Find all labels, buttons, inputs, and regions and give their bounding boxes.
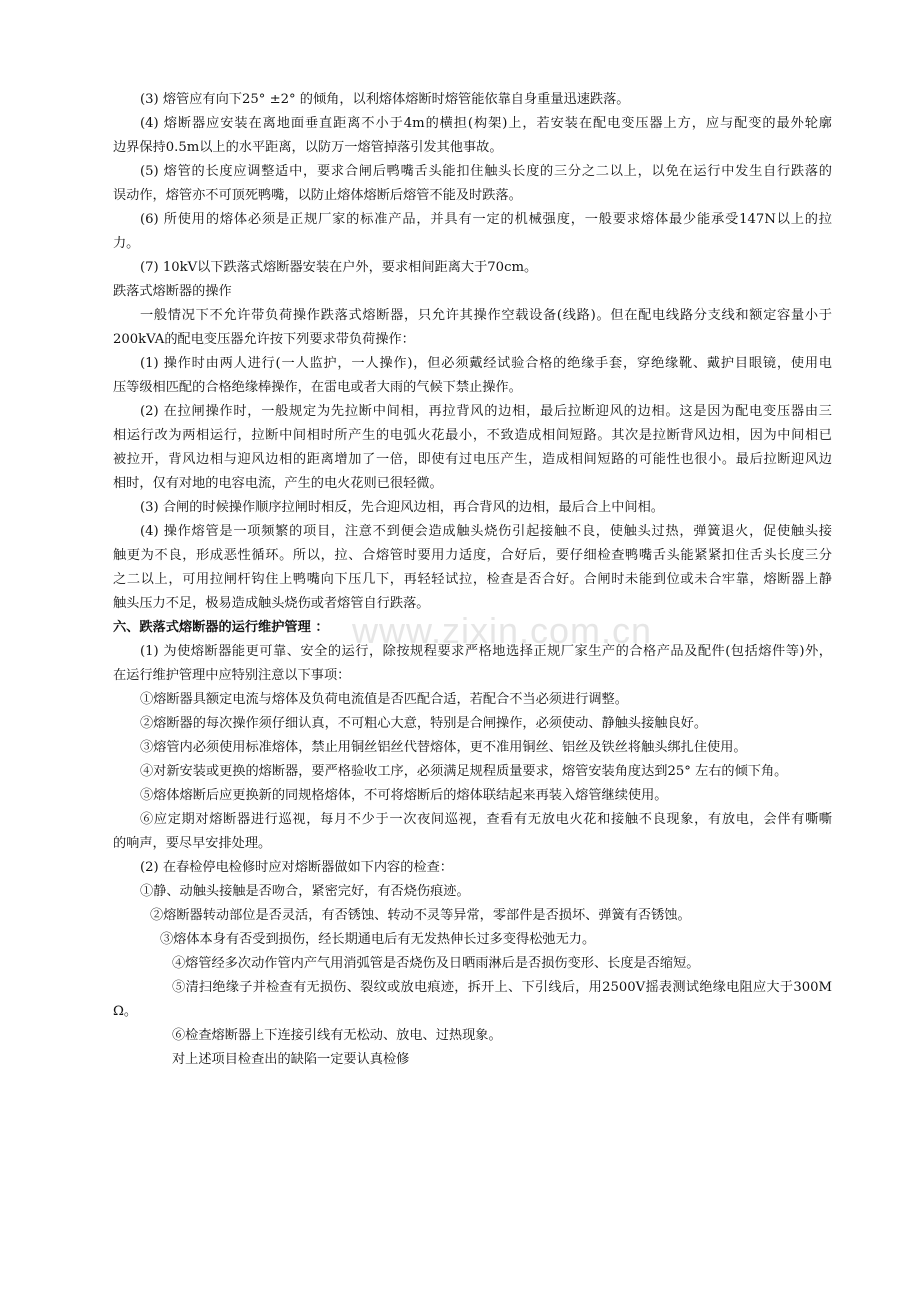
text-line: (4) 熔断器应安装在离地面垂直距离不小于4m的横担(构架)上，若安装在配电变压器上方，应与配变的最外轮廓 — [140, 116, 832, 131]
list-item: ②熔断器的每次操作须仔细认真，不可粗心大意，特别是合闸操作，必须使动、静触头接触良好。 — [140, 716, 708, 731]
text-line: 相时，仅有对地的电容电流，产生的电火花则已很轻微。 — [113, 476, 443, 491]
text-line: (2) 在拉闸操作时，一般规定为先拉断中间相，再拉背风的边相，最后拉断迎风的边相。这是因为配电变压器由三 — [140, 404, 832, 419]
text-line: (2) 在春检停电检修时应对熔断器做如下内容的检查： — [140, 860, 453, 875]
text-line: (3) 合闸的时候操作顺序拉闸时相反，先合迎风边相，再合背风的边相，最后合上中间相。 — [140, 500, 664, 515]
watermark: www.zixin.com.cn — [352, 610, 653, 651]
text-line: (1) 操作时由两人进行(一人监护，一人操作)，但必须戴经试验合格的绝缘手套，穿绝缘靴、戴护目眼镜，使用电 — [140, 356, 832, 371]
list-item: ⑥应定期对熔断器进行巡视，每月不少于一次夜间巡视，查看有无放电火花和接触不良现象，有放电，会伴有嘶嘶 — [140, 812, 832, 827]
text-line: (7) 10kV以下跌落式熔断器安装在户外，要求相间距离大于70cm。 — [140, 260, 538, 275]
list-item: ①静、动触头接触是否吻合，紧密完好，有否烧伤痕迹。 — [140, 884, 470, 899]
text-line: (3) 熔管应有向下25° ±2° 的倾角，以利熔体熔断时熔管能依靠自身重量迅速跌落。 — [140, 92, 630, 107]
text-line: 的响声，要尽早安排处理。 — [113, 836, 272, 851]
text-line: 一般情况下不允许带负荷操作跌落式熔断器，只允许其操作空载设备(线路)。但在配电线路分支线和额定容量小于 — [140, 308, 832, 323]
text-line: 触更为不良，形成恶性循环。所以，拉、合熔管时要用力适度，合好后，要仔细检查鸭嘴舌头能紧紧扣住舌头长度三分 — [113, 548, 832, 563]
text-line: 被拉开，背风边相与迎风边相的距离增加了一倍，即使有过电压产生，造成相间短路的可能性也很小。最后拉断迎风边 — [113, 452, 832, 467]
text-line: Ω。 — [113, 1004, 138, 1019]
list-item: ①熔断器具额定电流与熔体及负荷电流值是否匹配合适，若配合不当必须进行调整。 — [140, 692, 628, 707]
section-subtitle: 跌落式熔断器的操作 — [113, 284, 232, 299]
text-line: 200kVA的配电变压器允许按下列要求带负荷操作： — [113, 332, 415, 347]
text-line: 在运行维护管理中应特别注意以下事项： — [113, 668, 351, 683]
text-line: 力。 — [113, 236, 140, 251]
text-line: 压等级相匹配的合格绝缘棒操作，在雷电或者大雨的气候下禁止操作。 — [113, 380, 522, 395]
text-line: 之二以上，可用拉闸杆钩住上鸭嘴向下压几下，再轻轻试拉，检查是否合好。合闸时未能到位或未合牢靠，熔断器上静 — [113, 572, 832, 587]
list-item: ③熔体本身有否受到损伤，经长期通电后有无发热伸长过多变得松弛无力。 — [160, 932, 596, 947]
list-item: ⑤清扫绝缘子并检查有无损伤、裂纹或放电痕迹，拆开上、下引线后，用2500V摇表测试绝缘电阻应大于300M — [172, 980, 832, 995]
list-item: ③熔管内必须使用标准熔体，禁止用铜丝铝丝代替熔体，更不准用铜丝、铝丝及铁丝将触头绑扎住使用。 — [140, 740, 747, 755]
text-line: (1) 为使熔断器能更可靠、安全的运行，除按规程要求严格地选择正规厂家生产的合格产品及配件(包括熔件等)外， — [140, 644, 832, 659]
list-item: ⑤熔体熔断后应更换新的同规格熔体，不可将熔断后的熔体联结起来再装入熔管继续使用。 — [140, 788, 668, 803]
text-line: (5) 熔管的长度应调整适中，要求合闸后鸭嘴舌头能扣住触头长度的三分之二以上，以免在运行中发生自行跌落的 — [140, 164, 832, 179]
text-line: 触头压力不足，极易造成触头烧伤或者熔管自行跌落。 — [113, 596, 430, 611]
text-line: 对上述项目检查出的缺陷一定要认真检修 — [172, 1052, 410, 1067]
text-line: (6) 所使用的熔体必须是正规厂家的标准产品，并具有一定的机械强度，一般要求熔体最少能承受147N以上的拉 — [140, 212, 832, 227]
text-line: 相运行改为两相运行，拉断中间相时所产生的电弧火花最小，不致造成相间短路。其次是拉断背风边相，因为中间相已 — [113, 428, 832, 443]
list-item: ⑥检查熔断器上下连接引线有无松动、放电、过热现象。 — [172, 1028, 502, 1043]
list-item: ④对新安装或更换的熔断器，要严格验收工序，必须满足规程质量要求，熔管安装角度达到25° 左右的倾下角。 — [140, 764, 788, 779]
text-line: 边界保持0.5m以上的水平距离，以防万一熔管掉落引发其他事故。 — [113, 140, 503, 155]
list-item: ②熔断器转动部位是否灵活，有否锈蚀、转动不灵等异常，零部件是否损坏、弹簧有否锈蚀。 — [150, 908, 691, 923]
section-heading: 六、跌落式熔断器的运行维护管理 ： — [113, 620, 329, 635]
list-item: ④熔管经多次动作管内产气用消弧管是否烧伤及日晒雨淋后是否损伤变形、长度是否缩短。 — [172, 956, 700, 971]
text-line: (4) 操作熔管是一项频繁的项目，注意不到便会造成触头烧伤引起接触不良，使触头过热，弹簧退火，促使触头接 — [140, 524, 832, 539]
text-line: 误动作，熔管亦不可顶死鸭嘴，以防止熔体熔断后熔管不能及时跌落。 — [113, 188, 522, 203]
